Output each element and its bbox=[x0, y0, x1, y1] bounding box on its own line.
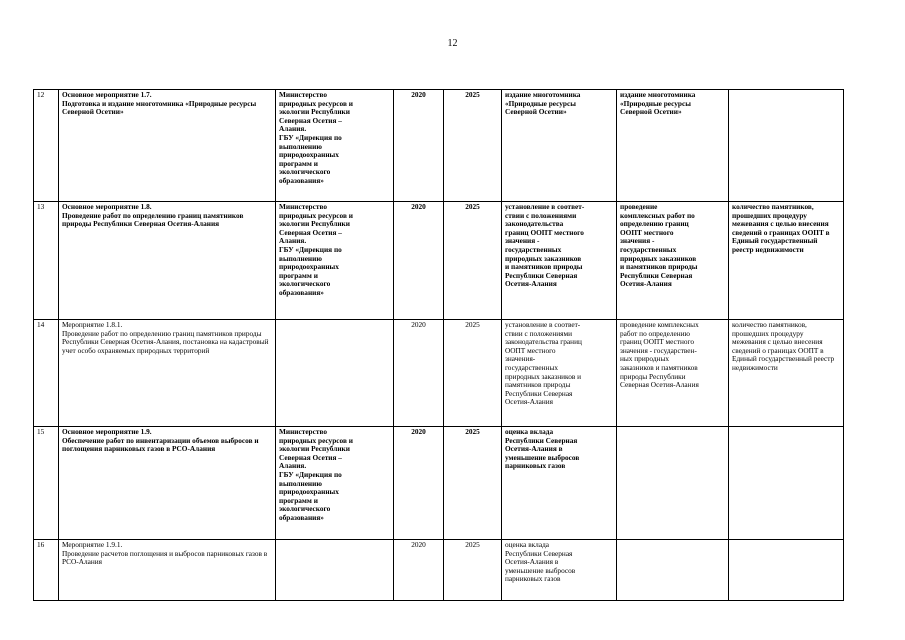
end-year: 2025 bbox=[444, 320, 502, 427]
row-number: 13 bbox=[34, 202, 59, 320]
expected-result: установление в соответ- ствии с положениями законодательства границ ООПТ местного значения - государственных природных заказников и памятников природы Республики Северная Осетия-Алания bbox=[502, 202, 617, 320]
start-year: 2020 bbox=[394, 320, 444, 427]
row-number: 12 bbox=[34, 90, 59, 202]
indicators: количество памятников, прошедших процедуру межевания с целью внесения сведений о границах ООПТ в Единый государственный реестр недвижимости bbox=[729, 320, 844, 427]
responsible-executor bbox=[276, 320, 394, 427]
event-name: Основное мероприятие 1.8. Проведение работ по определению границ памятников природы Республики Северная Осетия-Алания bbox=[59, 202, 276, 320]
responsible-executor: Министерство природных ресурсов и экологии Республики Северная Осетия – Алания. ГБУ «Дирекция по выполнению природоохранных программ и экологического образования» bbox=[276, 202, 394, 320]
row-number: 14 bbox=[34, 320, 59, 427]
program-activities-table bbox=[33, 89, 844, 601]
indicators: количество памятников, прошедших процедуру межевания с целью внесения сведений о границах ООПТ в Единый государственный реестр недвижимости bbox=[729, 202, 844, 320]
main-directions bbox=[617, 540, 729, 601]
expected-result: оценка вклада Республики Северная Осетия-Алания в уменьшение выбросов парниковых газов bbox=[502, 427, 617, 540]
event-name: Основное мероприятие 1.7. Подготовка и издание многотомника «Природные ресурсы Северной Осетии» bbox=[59, 90, 276, 202]
event-name: Мероприятие 1.8.1. Проведение работ по определению границ памятников природы Республики Северная Осетия-Алания, постановка на кадастровый учет особо охраняемых природных территорий bbox=[59, 320, 276, 427]
indicators bbox=[729, 90, 844, 202]
start-year: 2020 bbox=[394, 540, 444, 601]
main-directions: проведение комплексных работ по определению границ ООПТ местного значения - государствен- ных природных заказников и памятников природы Республики Северная Осетия-Алания bbox=[617, 320, 729, 427]
responsible-executor: Министерство природных ресурсов и экологии Республики Северная Осетия – Алания. ГБУ «Дирекция по выполнению природоохранных программ и экологического образования» bbox=[276, 427, 394, 540]
main-directions: проведение комплексных работ по определению границ ООПТ местного значения - государственных природных заказников и памятников природы Республики Северная Осетия-Алания bbox=[617, 202, 729, 320]
table-row bbox=[34, 427, 844, 540]
expected-result: установление в соответ- ствии с положениями законодательства границ ООПТ местного значения- государственных природных заказников и памятников природы Республики Северная Осетия-Алания bbox=[502, 320, 617, 427]
start-year: 2020 bbox=[394, 202, 444, 320]
end-year: 2025 bbox=[444, 202, 502, 320]
main-directions bbox=[617, 427, 729, 540]
row-number: 16 bbox=[34, 540, 59, 601]
end-year: 2025 bbox=[444, 540, 502, 601]
indicators bbox=[729, 427, 844, 540]
table-row bbox=[34, 202, 844, 320]
page-number: 12 bbox=[447, 38, 458, 49]
row-number: 15 bbox=[34, 427, 59, 540]
expected-result: оценка вклада Республики Северная Осетия-Алания в уменьшение выбросов парниковых газов bbox=[502, 540, 617, 601]
event-name: Мероприятие 1.9.1. Проведение расчетов поглощения и выбросов парниковых газов в РСО-Алания bbox=[59, 540, 276, 601]
indicators bbox=[729, 540, 844, 601]
responsible-executor: Министерство природных ресурсов и экологии Республики Северная Осетия – Алания. ГБУ «Дирекция по выполнению природоохранных программ и экологического образования» bbox=[276, 90, 394, 202]
event-name: Основное мероприятие 1.9. Обеспечение работ по инвентаризации объемов выбросов и поглощения парниковых газов в РСО-Алания bbox=[59, 427, 276, 540]
responsible-executor bbox=[276, 540, 394, 601]
start-year: 2020 bbox=[394, 427, 444, 540]
start-year: 2020 bbox=[394, 90, 444, 202]
expected-result: издание многотомника «Природные ресурсы Северной Осетии» bbox=[502, 90, 617, 202]
table-row bbox=[34, 90, 844, 202]
end-year: 2025 bbox=[444, 90, 502, 202]
table-row bbox=[34, 320, 844, 427]
main-directions: издание многотомника «Природные ресурсы Северной Осетии» bbox=[617, 90, 729, 202]
table-row bbox=[34, 540, 844, 601]
end-year: 2025 bbox=[444, 427, 502, 540]
